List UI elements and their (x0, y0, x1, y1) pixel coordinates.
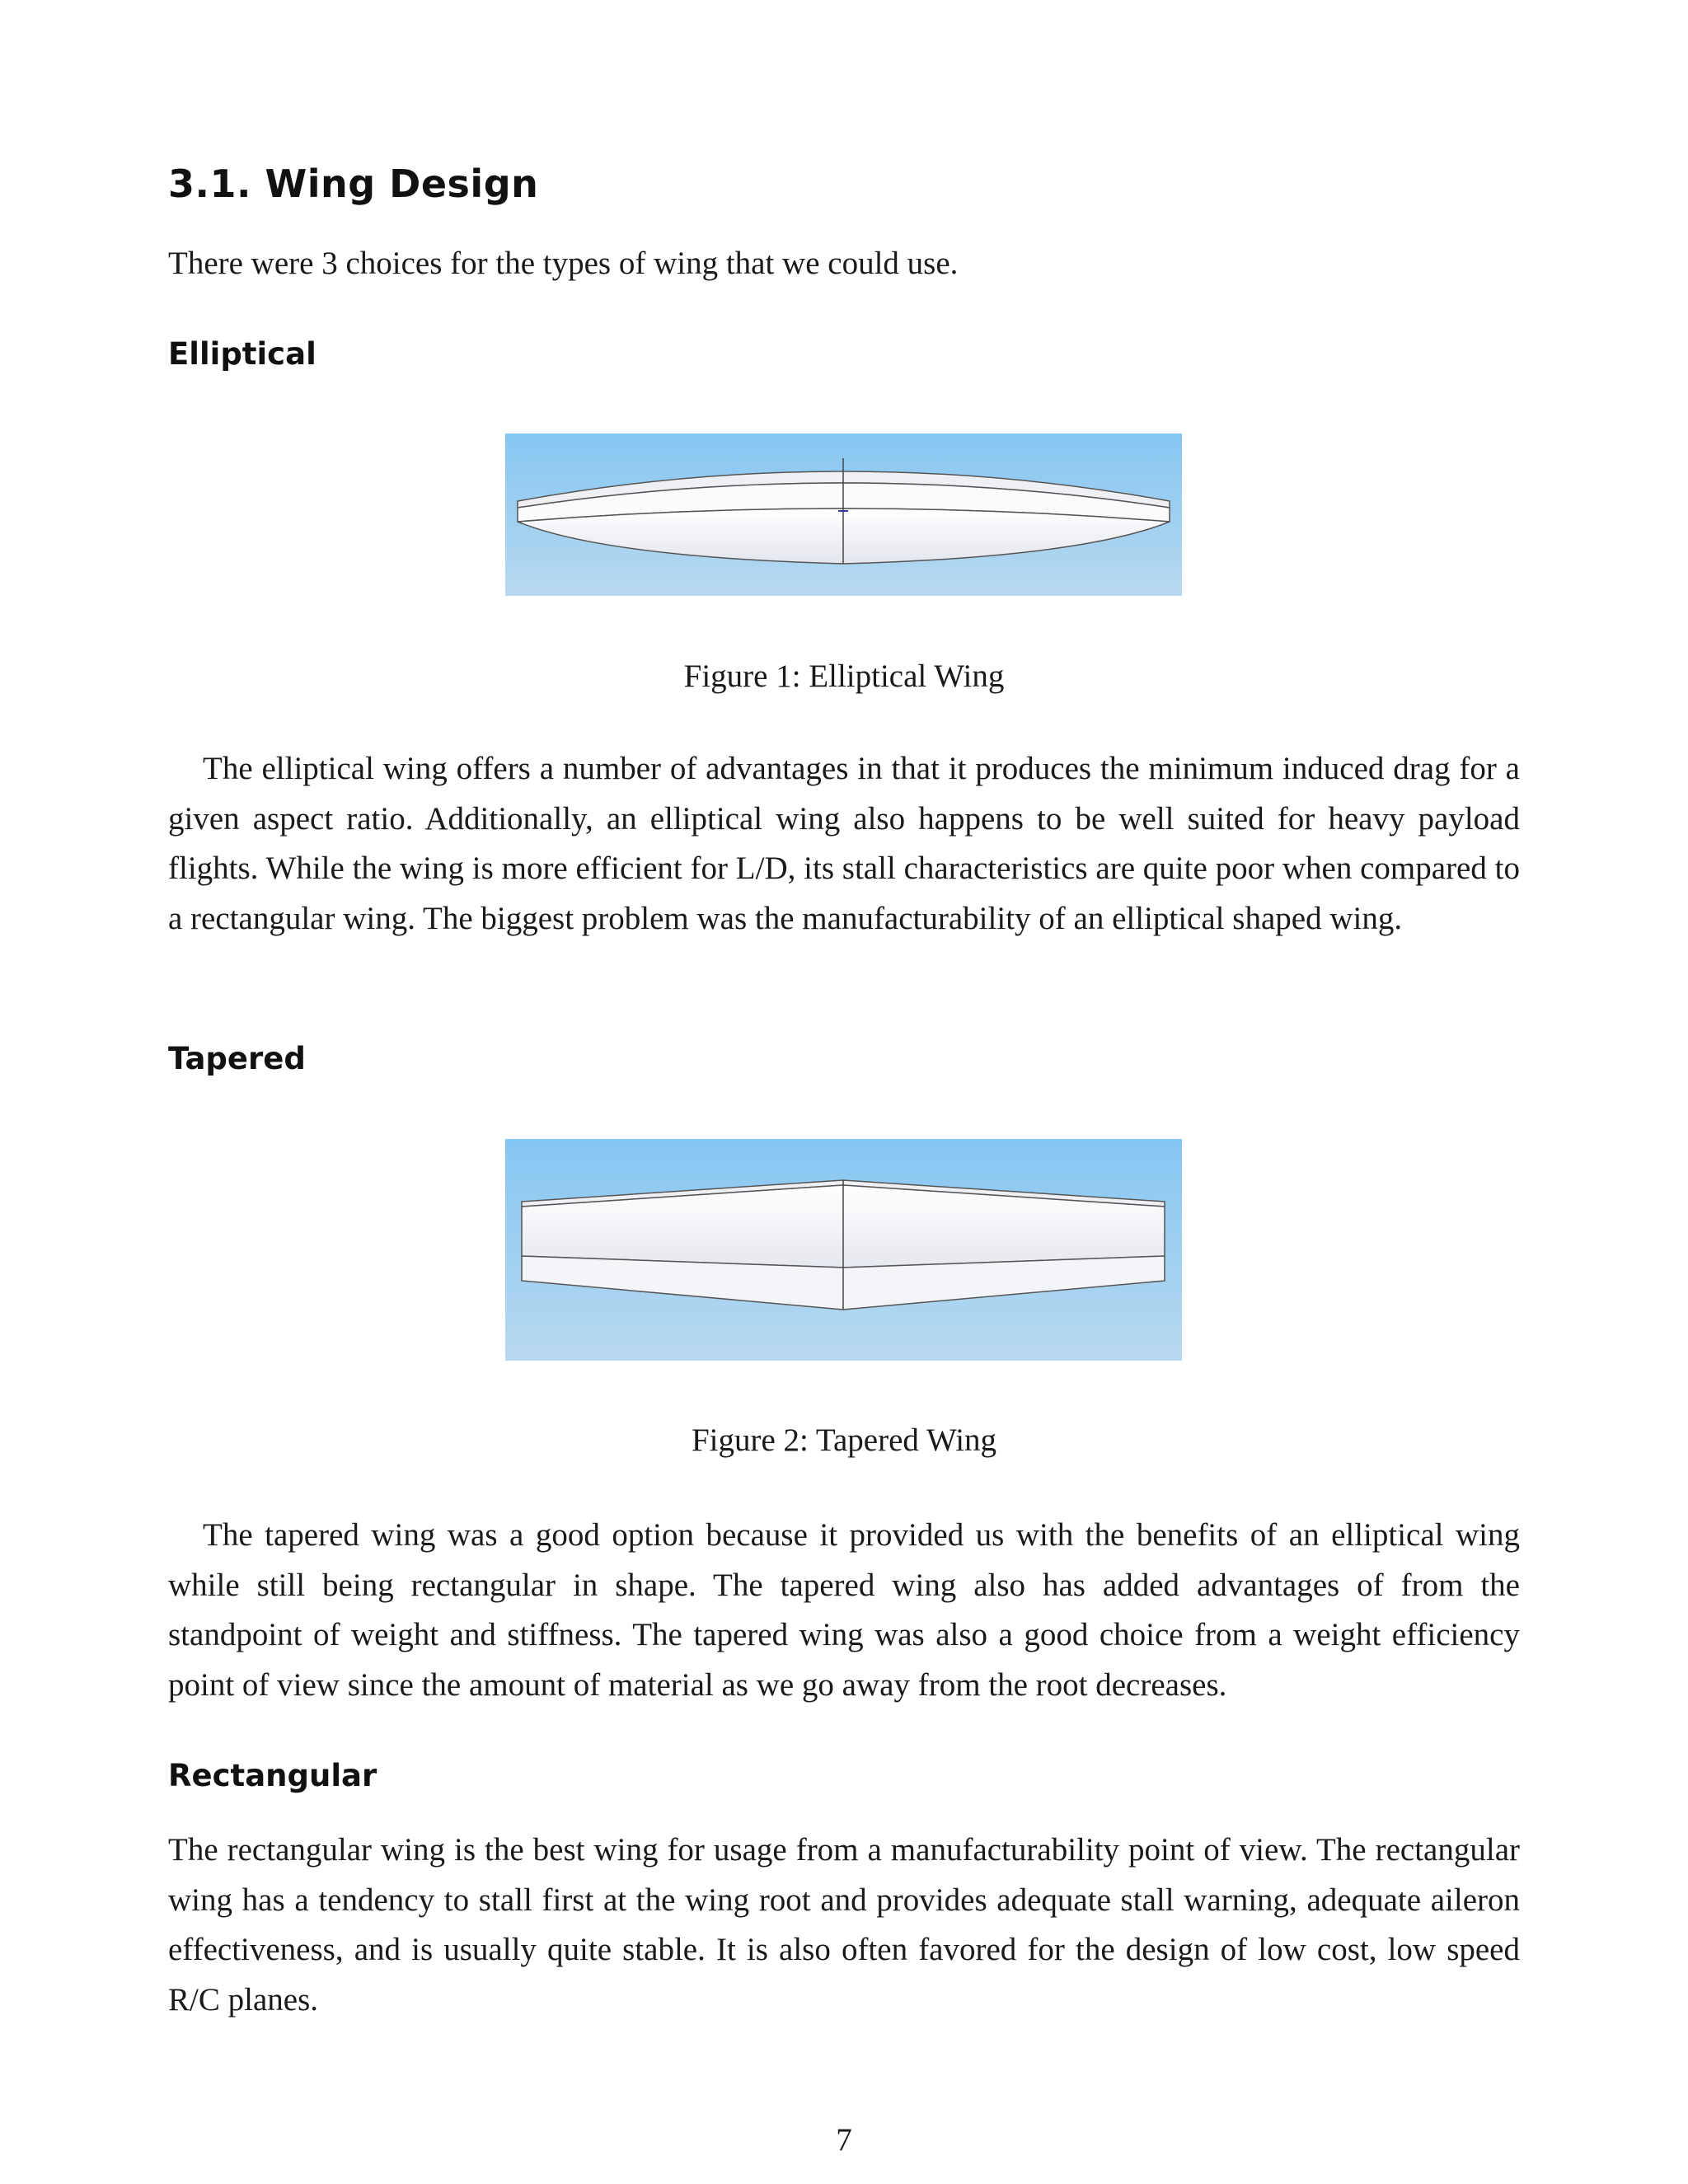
section-heading: 3.1. Wing Design (168, 162, 539, 206)
page-number: 7 (836, 2122, 852, 2158)
tapered-wing-figure (505, 1139, 1182, 1361)
rectangular-heading: Rectangular (168, 1758, 377, 1793)
tapered-paragraph: The tapered wing was a good option because it provided us with the benefits of an elliptical wing while still being rectangular in shape. The tapered wing also has added advantages of from the standpoint of weight and stiffness. The tapered wing was also a good choice from a weight efficiency point of view since the amount of material as we go away from the root decreases. (168, 1517, 1520, 1703)
tapered-heading: Tapered (168, 1041, 306, 1076)
rectangular-paragraph: The rectangular wing is the best wing for usage from a manufacturability point of view. The rectangular wing has a tendency to stall first at the wing root and provides adequate stall warning, adequate aileron effectiveness, and is usually quite stable. It is also often favored for the design of low cost, low speed R/C planes. (168, 1832, 1520, 2018)
elliptical-heading: Elliptical (168, 336, 316, 372)
elliptical-wing-figure (505, 434, 1182, 596)
figure-2-caption: Figure 2: Tapered Wing (691, 1422, 997, 1458)
elliptical-paragraph: The elliptical wing offers a number of advantages in that it produces the minimum induced drag for a given aspect ratio. Additionally, an elliptical wing also happens to be well suited for heavy payload flights. While the wing is more efficient for L/D, its stall characteristics are quite poor when compared to a rectangular wing. The biggest problem was the manufacturability of an elliptical shaped wing. (168, 751, 1520, 936)
intro-text: There were 3 choices for the types of wing that we could use. (168, 246, 959, 281)
figure-1-caption: Figure 1: Elliptical Wing (683, 658, 1005, 694)
